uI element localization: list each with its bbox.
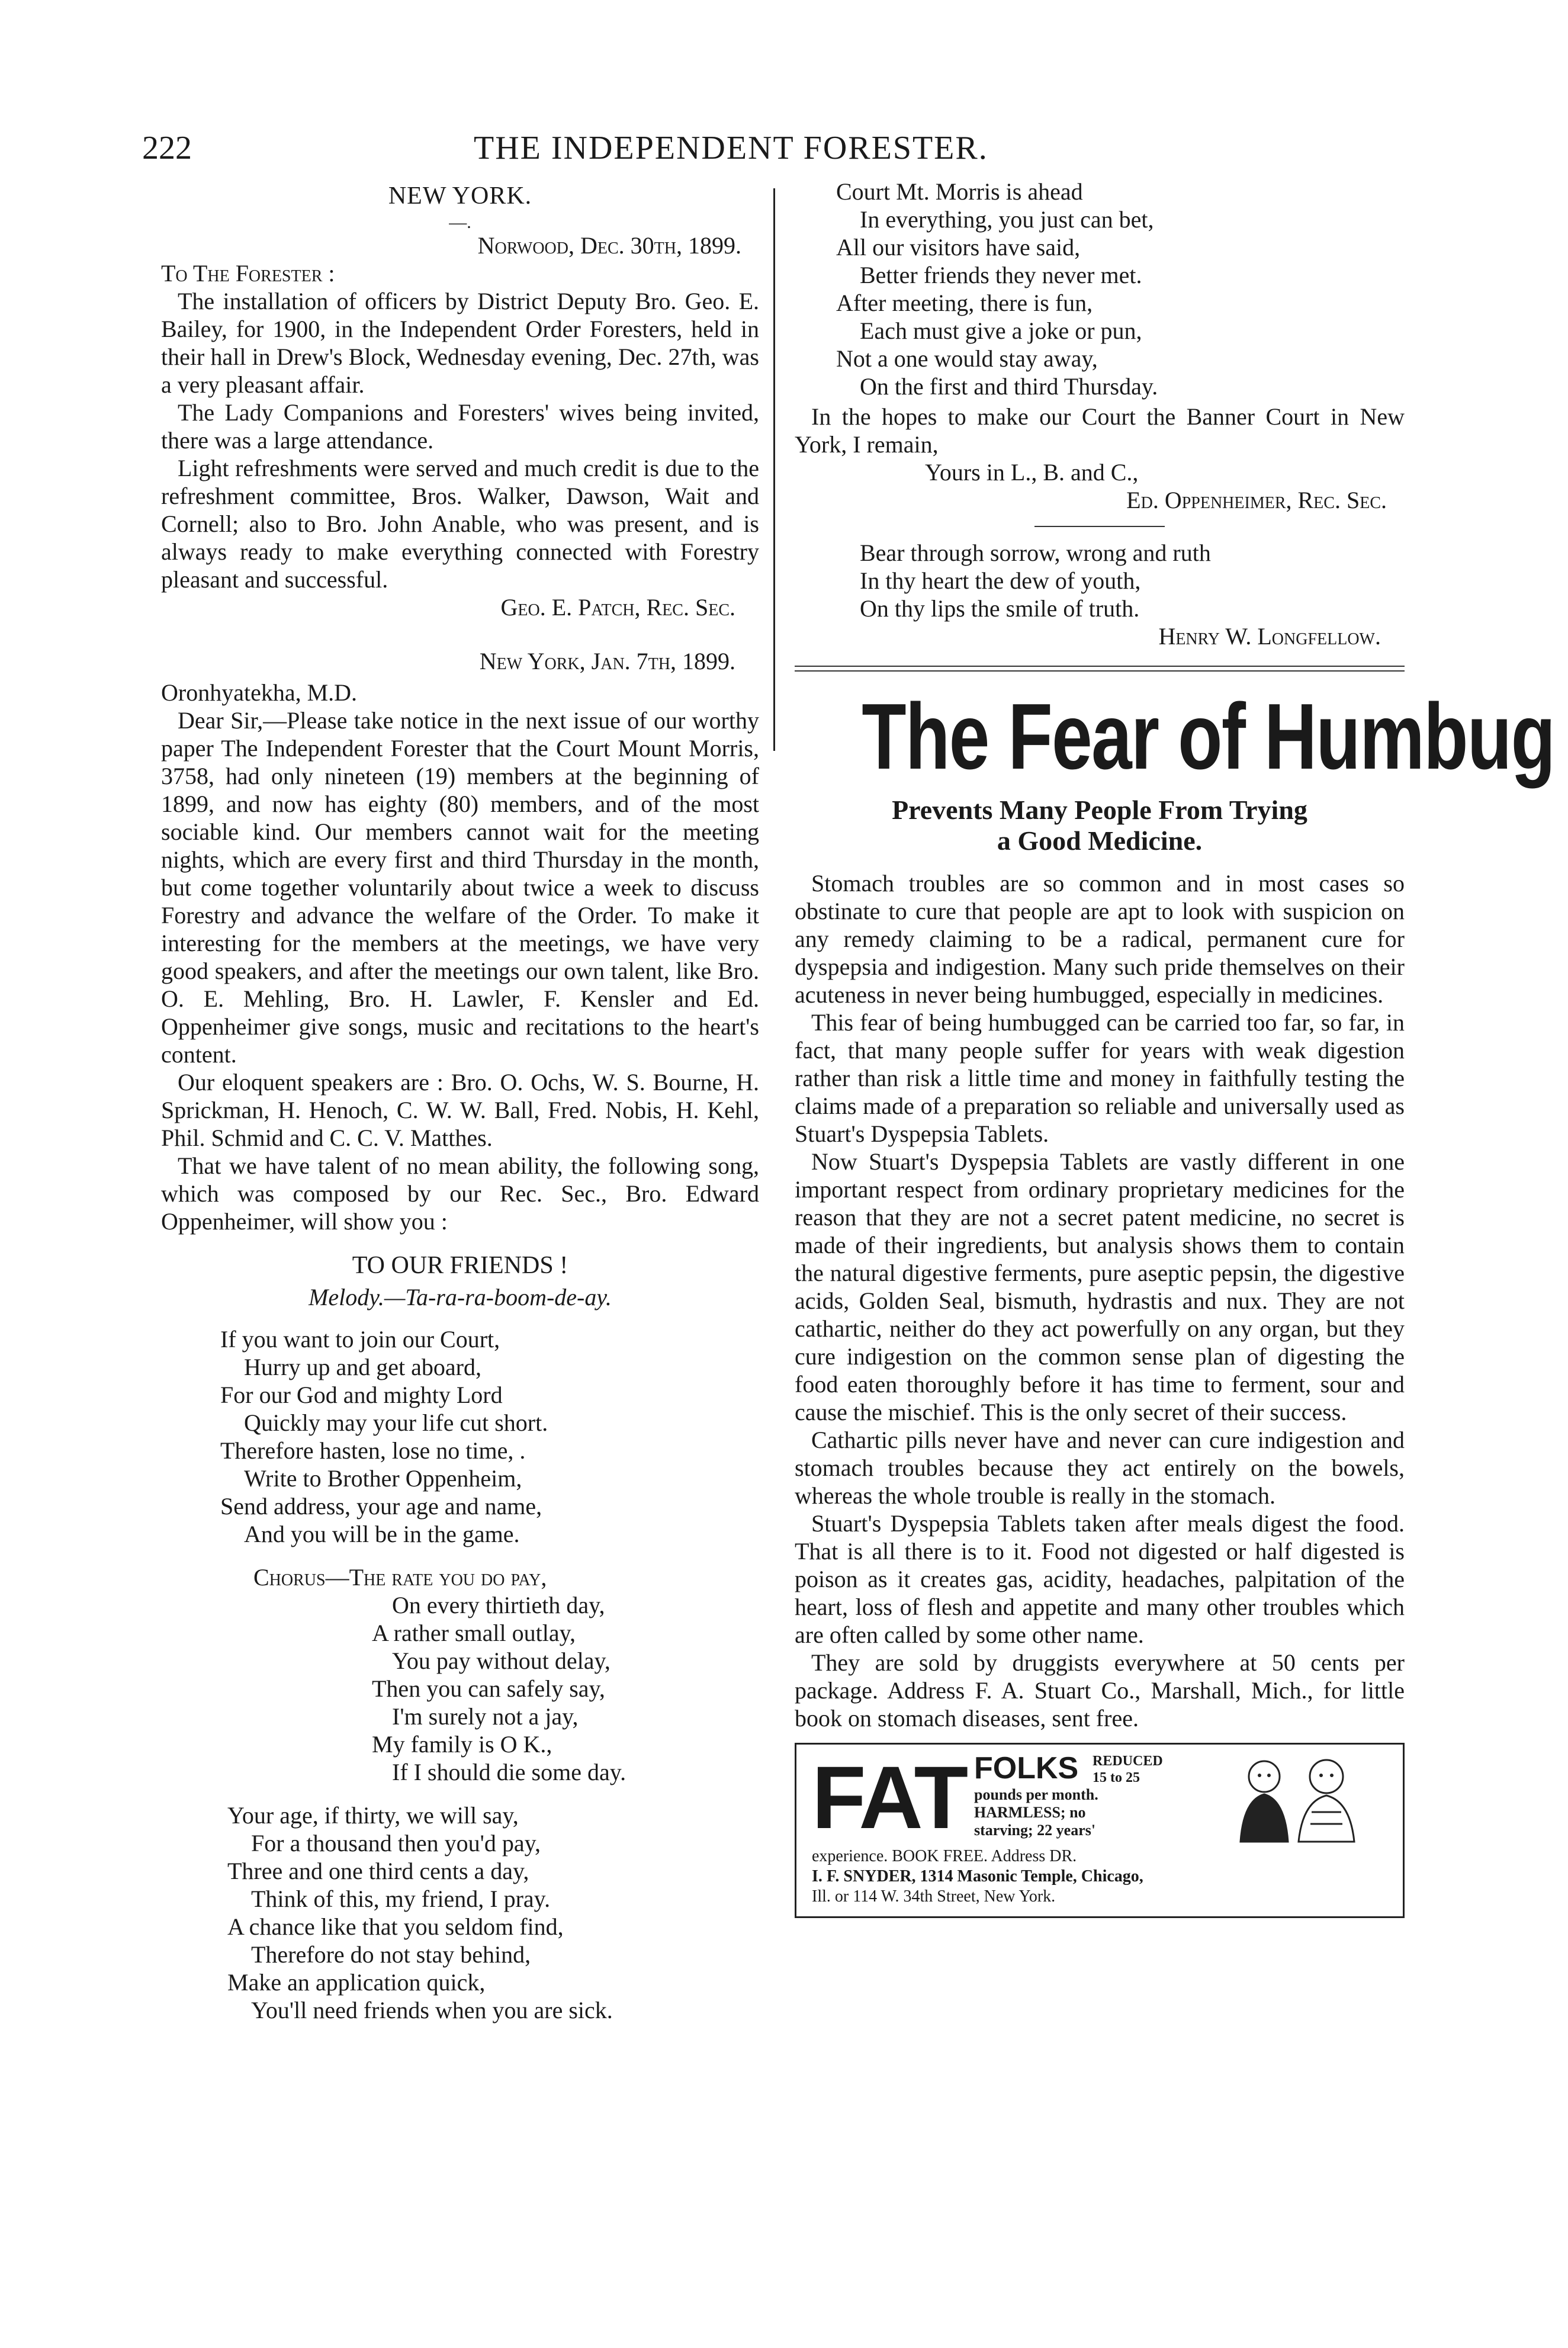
poem-line: My family is O K., — [372, 1731, 552, 1758]
ad-paragraph-3: Now Stuart's Dyspepsia Tablets are vastly different in one important respect from ordinary proprietary medicines for the reason that they are not a secret patent medicine, no secret is made of their ingredients, but analysis shows them to contain the natural digestive ferments, pure aseptic pepsin, the digestive acids, Golden Seal, bismuth, hydrastis and nux. They are not cathartic, neither do they act powerfully on any organ, but they cure indigestion on the common sense plan of digesting the food eaten thoroughly before it has time to ferment, sour and cause the mischief. This is the only secret of their success. — [795, 1148, 1405, 1425]
letter1-signature: Geo. E. Patch, Rec. Sec. — [500, 594, 735, 621]
page-number: 222 — [142, 130, 192, 166]
page-header — [142, 129, 1427, 171]
ad-paragraph-1: Stomach troubles are so common and in most cases so obstinate to cure that people are apt to look with suspicion on any remedy claiming to be a radical, permanent cure for dyspepsia and indigestion. Many such pride themselves on their acuteness in never being humbugged, especially in medicines. — [795, 870, 1405, 1008]
ad-paragraph-2: This fear of being humbugged can be carried too far, so far, in fact, that many people suffer for years with weak digestion rather than risk a little time and money in faithfully testing the claims made of a preparation so reliable and universally used as Stuart's Dyspepsia Tablets. — [795, 1009, 1405, 1147]
poem-line: Then you can safely say, — [372, 1675, 605, 1702]
poem-line: You pay without delay, — [392, 1647, 611, 1674]
poem-line: You'll need friends when you are sick. — [251, 1997, 613, 2023]
dateline-2: New York, Jan. 7th, 1899. — [479, 648, 735, 674]
left-column — [161, 178, 759, 2024]
poem-melody: Melody.—Ta-ra-ra-boom-de-ay. — [309, 1284, 612, 1310]
verse-line: In thy heart the dew of youth, — [860, 567, 1141, 594]
poem-line: A rather small outlay, — [372, 1620, 576, 1646]
reduced-text: REDUCED — [1093, 1753, 1163, 1769]
poem-line: Three and one third cents a day, — [227, 1858, 529, 1884]
salutation-1: To The Forester : — [161, 260, 335, 287]
poem-line: For our God and mighty Lord — [220, 1382, 503, 1408]
reduced-label — [1093, 1753, 1163, 1786]
ad-paragraph-4: Cathartic pills never have and never can cure indigestion and stomach troubles because they act entirely on the bowels, whereas the whole trouble is really in the stomach. — [795, 1427, 1405, 1509]
publication-title: THE INDEPENDENT FORESTER. — [474, 130, 988, 166]
folks-wordmark: FOLKS — [974, 1751, 1079, 1785]
verse-author: Henry W. Longfellow. — [1158, 623, 1381, 650]
poem-line: On the first and third Thursday. — [860, 373, 1158, 400]
verse-line: Bear through sorrow, wrong and ruth — [860, 539, 1211, 566]
poem-line: Hurry up and get aboard, — [244, 1354, 481, 1380]
fat-folks-advertisement — [795, 1743, 1405, 1918]
poem-title: TO OUR FRIENDS ! — [352, 1252, 568, 1279]
dateline-1: Norwood, Dec. 30th, 1899. — [477, 232, 741, 259]
poem-line: I'm surely not a jay, — [392, 1703, 579, 1730]
ad-line: pounds per month. — [974, 1786, 1098, 1803]
addressee: Oronhyatekha, M.D. — [161, 679, 358, 706]
poem-line: Send address, your age and name, — [220, 1493, 542, 1520]
short-rule — [1034, 526, 1165, 527]
poem-line: On every thirtieth day, — [392, 1592, 605, 1618]
poem-line: Chorus—The rate you do pay, — [253, 1564, 547, 1591]
letter2-paragraph-2: Our eloquent speakers are : Bro. O. Ochs, W. S. Bourne, H. Sprickman, H. Henoch, C. W. W. Ball, Fred. Nobis, H. Kehl, Phil. Schmid and C. C. V. Matthes. — [161, 1069, 759, 1151]
ad-line: HARMLESS; no — [974, 1804, 1086, 1821]
poem-line: If I should die some day. — [392, 1759, 626, 1785]
poem-line: Your age, if thirty, we will say, — [227, 1802, 519, 1829]
ad-line: experience. BOOK FREE. Address DR. — [812, 1847, 1077, 1865]
ad-paragraph-5: Stuart's Dyspepsia Tablets taken after meals digest the food. That is all there is to it. Food not digested or half digested is poison as it creates gas, acidity, headaches, palpitation of the heart, loss of flesh and appetite and many other troubles which are often called by some other name. — [795, 1510, 1405, 1648]
right-column — [795, 178, 1555, 1918]
poem-line: If you want to join our Court, — [220, 1326, 500, 1353]
poem-line: Make an application quick, — [227, 1969, 486, 1996]
poem-line: A chance like that you seldom find, — [227, 1913, 564, 1940]
portrait-illustration — [1229, 1753, 1365, 1848]
heading-dash: —. — [449, 213, 471, 232]
letter1-paragraph-2: The Lady Companions and Foresters' wives being invited, there was a large attendance. — [161, 399, 759, 454]
poem-line: Not a one would stay away, — [836, 345, 1098, 372]
column-divider — [773, 188, 775, 751]
ad-subheading — [795, 795, 1405, 856]
ad-subheading-line-1: Prevents Many People From Trying — [892, 795, 1307, 825]
poem-line: Quickly may your life cut short. — [244, 1409, 548, 1436]
double-rule — [795, 666, 1405, 672]
closing-yours: Yours in L., B. and C., — [925, 459, 1139, 486]
closing-text: In the hopes to make our Court the Banner Court in New York, I remain, — [795, 403, 1405, 458]
letter1-paragraph-3: Light refreshments were served and much credit is due to the refreshment committee, Bros. Walker, Dawson, Wait and Cornell; also to Bro. John Anable, who was present, and is always ready to make everything connected with Forestry pleasant and successful. — [161, 455, 759, 593]
letter2-paragraph-3: That we have talent of no mean ability, the following song, which was composed by our Rec. Sec., Bro. Edward Oppenheimer, will show you : — [161, 1152, 759, 1235]
court-poem — [836, 178, 1405, 400]
poem-line: Therefore do not stay behind, — [251, 1941, 531, 1968]
poem-line: In everything, you just can bet, — [860, 206, 1154, 233]
fat-wordmark: FAT — [812, 1748, 966, 1847]
ad-paragraph-6: They are sold by druggists everywhere at 50 cents per package. Address F. A. Stuart Co., Marshall, Mich., for little book on stomach diseases, sent free. — [795, 1649, 1405, 1732]
poem-line: After meeting, there is fun, — [836, 290, 1093, 316]
letter2-paragraph-1: Dear Sir,—Please take notice in the next issue of our worthy paper The Independent Forester that the Court Mount Morris, 3758, had only nineteen (19) members at the beginning of 1899, and now has eighty (80) members, and of the most sociable kind. Our members cannot wait for the meeting nights, which are every first and third Thursday in the month, but come together voluntarily about twice a week to discuss Forestry and advance the welfare of the Order. To make it interesting for the members at the meetings, we have very good speakers, and after the meetings our own talent, like Bro. O. E. Mehling, Bro. H. Lawler, F. Kensler and Ed. Oppenheimer give songs, music and recitations to the heart's content. — [161, 707, 759, 1068]
ad-headline: The Fear of Humbug — [862, 685, 1555, 789]
poem-line: For a thousand then you'd pay, — [251, 1830, 541, 1856]
poem-line: Write to Brother Oppenheim, — [244, 1465, 522, 1492]
closing-signature: Ed. Oppenheimer, Rec. Sec. — [1126, 487, 1387, 513]
ad-line: starving; 22 years' — [974, 1822, 1096, 1839]
poem-line: Better friends they never met. — [860, 262, 1142, 288]
letter1-paragraph-1: The installation of officers by District Deputy Bro. Geo. E. Bailey, for 1900, in the Independent Order Foresters, held in their hall in Drew's Block, Wednesday evening, Dec. 27th, was a very pleasant affair. — [161, 288, 759, 398]
poem-line: Each must give a joke or pun, — [860, 317, 1142, 344]
poem-line: Think of this, my friend, I pray. — [251, 1886, 551, 1912]
ad-line: I. F. SNYDER, 1314 Masonic Temple, Chicago, — [812, 1867, 1143, 1886]
section-heading: NEW YORK. — [388, 182, 532, 210]
poem-line: All our visitors have said, — [836, 234, 1081, 261]
poem-stanza-2 — [227, 1801, 759, 2024]
poem-chorus — [253, 1563, 759, 1786]
poem-line: Therefore hasten, lose no time, . — [220, 1437, 526, 1464]
reduced-amount: 15 to 25 — [1093, 1770, 1140, 1785]
poem-line: Court Mt. Morris is ahead — [836, 178, 1083, 205]
verse-line: On thy lips the smile of truth. — [860, 595, 1140, 622]
poem-line: And you will be in the game. — [244, 1521, 520, 1547]
ad-subheading-line-2: a Good Medicine. — [997, 826, 1203, 856]
ad-line: Ill. or 114 W. 34th Street, New York. — [812, 1887, 1056, 1906]
longfellow-verse — [860, 539, 1405, 622]
poem-stanza-1 — [220, 1325, 759, 1548]
